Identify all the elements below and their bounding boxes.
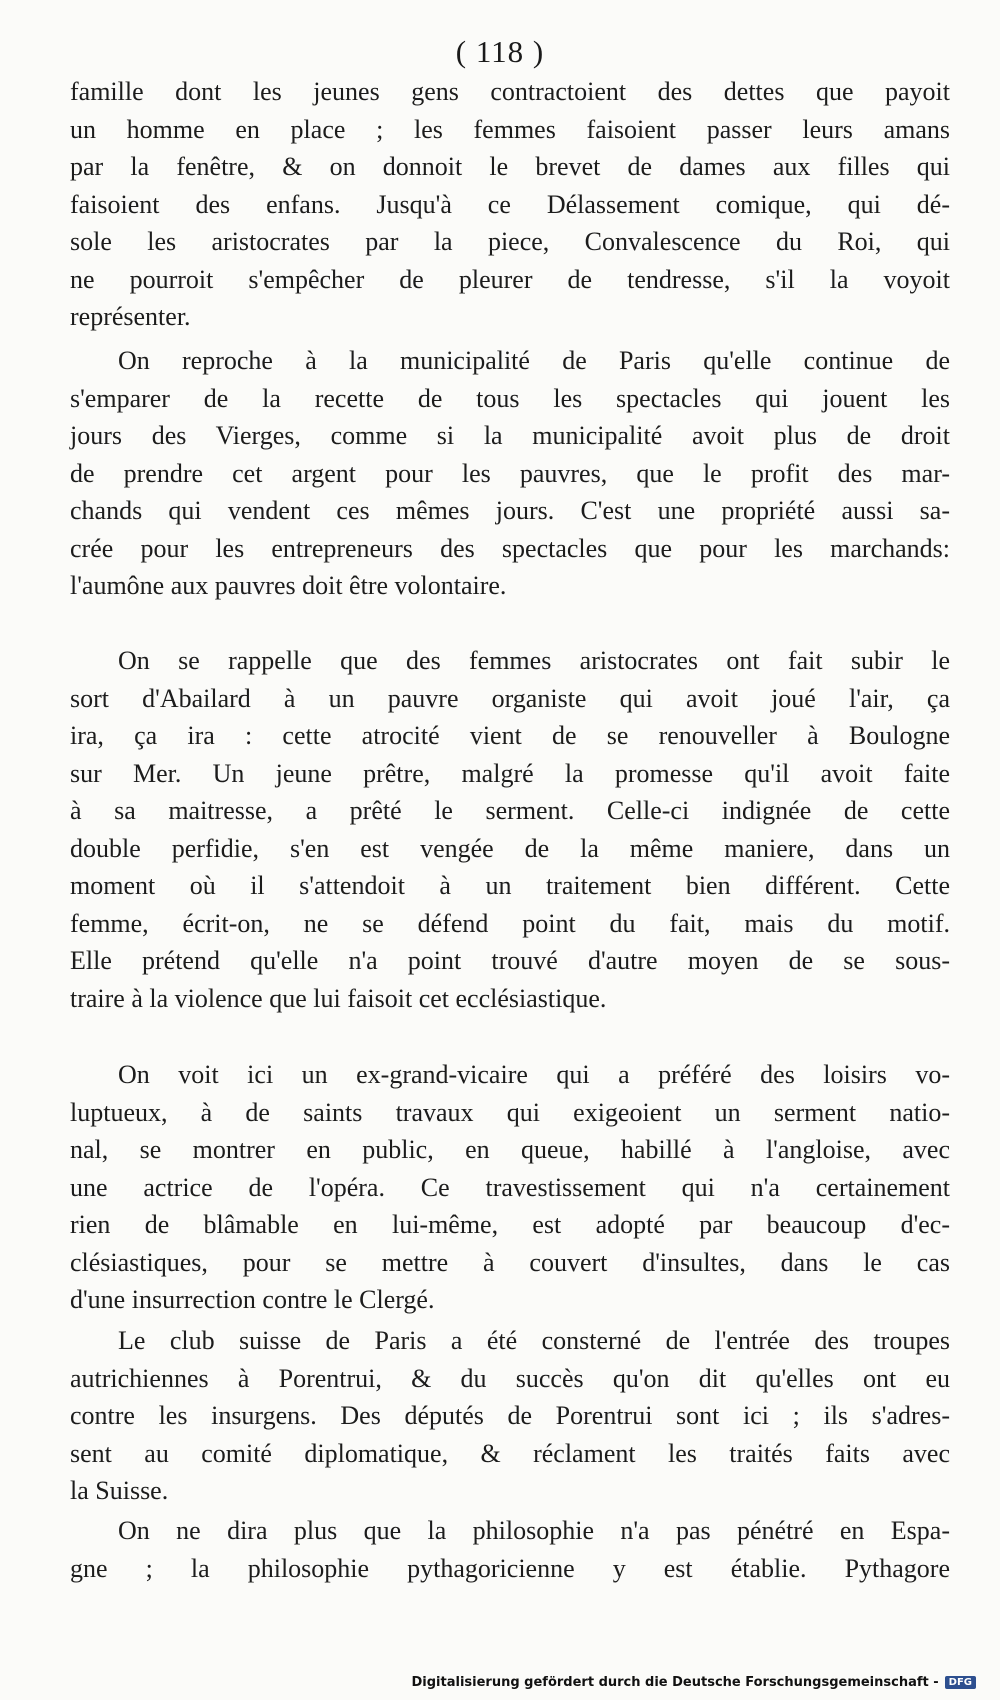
text-line: Elle prétend qu'elle n'a point trouvé d'autre moyen de se sous- [70,946,950,975]
paragraph-5 [70,1322,950,1510]
text-line: clésiastiques, pour se mettre à couvert d'insultes, dans le cas [70,1247,950,1277]
text-line: On se rappelle que des femmes aristocrates ont fait subir le [118,646,950,675]
text-line: ira, ça ira : cette atrocité vient de se renouveller à Boulogne [70,721,950,750]
paragraph-4 [70,1056,950,1319]
text-line: rien de blâmable en lui-même, est adopté par beaucoup d'ec- [70,1210,950,1239]
paragraph-1 [70,73,950,336]
paragraph-2 [70,342,950,605]
text-line: sort d'Abailard à un pauvre organiste qui avoit joué l'air, ça [70,683,950,713]
dfg-logo-icon: DFG [945,1676,976,1689]
text-line: On ne dira plus que la philosophie n'a pas pénétré en Espa- [118,1516,950,1545]
text-line: s'emparer de la recette de tous les spectacles qui jouent les [70,383,950,413]
text-line: luptueux, à de saints travaux qui exigeoient un serment natio- [70,1097,950,1127]
text-line: un homme en place ; les femmes faisoient passer leurs amans [70,114,950,144]
text-line: double perfidie, s'en est vengée de la même maniere, dans un [70,833,950,863]
text-line: sur Mer. Un jeune prêtre, malgré la promesse qu'il avoit faite [70,758,950,788]
text-line: Le club suisse de Paris a été consterné de l'entrée des troupes [118,1326,950,1355]
text-line: sole les aristocrates par la piece, Convalescence du Roi, qui [70,227,950,256]
text-line: famille dont les jeunes gens contractoient des dettes que payoit [70,77,950,106]
text-line: à sa maitresse, a prêté le serment. Celle-ci indignée de cette [70,796,950,825]
text-line: femme, écrit-on, ne se défend point du fait, mais du motif. [70,908,950,938]
text-line: l'aumône aux pauvres doit être volontaire. [70,571,507,600]
paragraph-6 [70,1512,950,1587]
page-number: ( 118 ) [455,34,545,69]
text-line: de prendre cet argent pour les pauvres, que le profit des mar- [70,458,950,488]
text-line: d'une insurrection contre le Clergé. [70,1285,435,1314]
text-line: chands qui vendent ces mêmes jours. C'est une propriété aussi sa- [70,496,950,525]
text-line: ne pourroit s'empêcher de pleurer de tendresse, s'il la voyoit [70,264,950,294]
text-line: gne ; la philosophie pythagoricienne y est établie. Pythagore [70,1553,950,1583]
text-line: représenter. [70,302,191,331]
digitization-credit [412,1675,977,1690]
paragraph-3 [70,642,950,1017]
text-line: crée pour les entrepreneurs des spectacles que pour les marchands: [70,533,950,563]
text-line: moment où il s'attendoit à un traitement bien différent. Cette [70,871,950,900]
text-line: autrichiennes à Porentrui, & du succès qu'on dit qu'elles ont eu [70,1363,950,1393]
text-line: nal, se montrer en public, en queue, habillé à l'angloise, avec [70,1135,950,1164]
text-line: traire à la violence que lui faisoit cet ecclésiastique. [70,983,607,1013]
text-line: par la fenêtre, & on donnoit le brevet de dames aux filles qui [70,152,950,181]
text-line: une actrice de l'opéra. Ce travestissement qui n'a certainement [70,1172,950,1202]
text-line: On voit ici un ex-grand-vicaire qui a préféré des loisirs vo- [118,1060,950,1089]
text-line: On reproche à la municipalité de Paris qu'elle continue de [118,346,950,375]
text-line: la Suisse. [70,1476,169,1505]
text-line: sent au comité diplomatique, & réclament les traités faits avec [70,1438,950,1468]
credit-text: Digitalisierung gefördert durch die Deutsche Forschungsgemeinschaft - [411,1675,939,1690]
text-line: faisoient des enfans. Jusqu'à ce Délassement comique, qui dé- [70,189,950,219]
text-line: contre les insurgens. Des députés de Porentrui sont ici ; ils s'adres- [70,1401,950,1430]
text-line: jours des Vierges, comme si la municipalité avoit plus de droit [70,421,950,450]
